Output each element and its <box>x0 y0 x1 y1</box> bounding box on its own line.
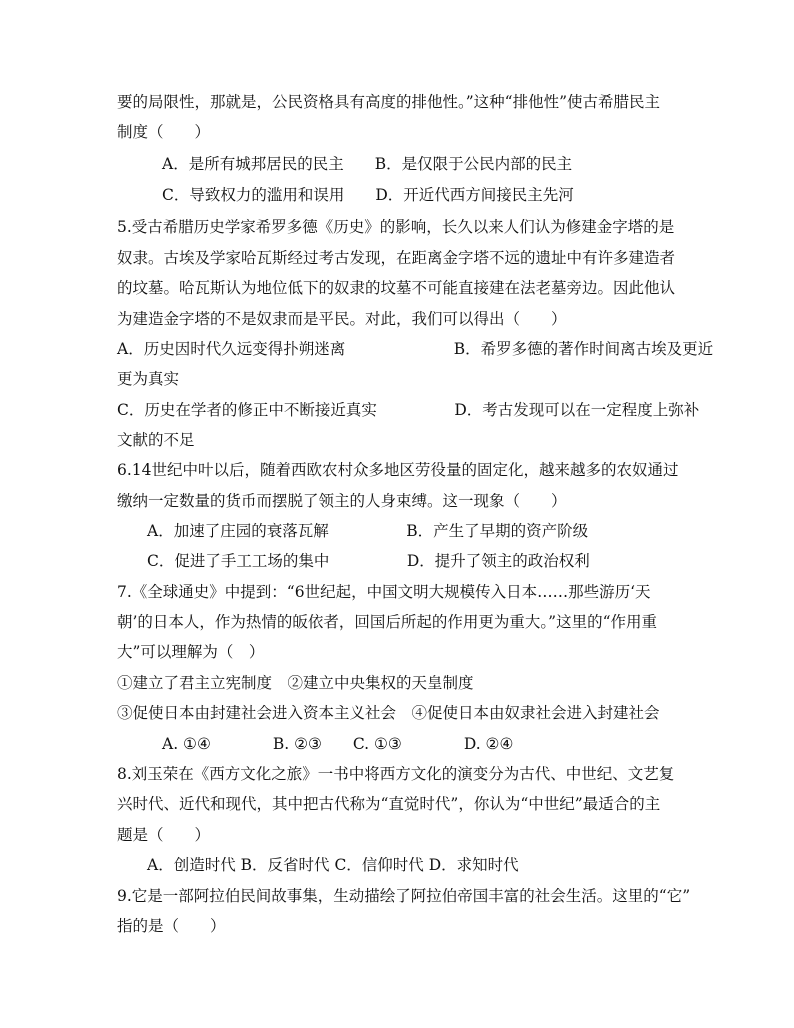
text-line: 指的是（ ） <box>117 917 226 935</box>
option-line: C．导致权力的滥用和误用 D．开近代西方间接民主先河 <box>162 186 574 204</box>
question-7-stem: 7.《全球通史》中提到：“6世纪起，中国文明大规模传入日本……那些游历‘天 <box>117 583 651 601</box>
question-5-stem: 5.受古希腊历史学家希罗多德《历史》的影响，长久以来人们认为修建金字塔的是 <box>117 218 675 236</box>
option-line: C．历史在学者的修正中不断接近真实 D．考古发现可以在一定程度上弥补 <box>117 401 700 419</box>
text-line: 要的局限性，那就是，公民资格具有高度的排他性。”这种“排他性”使古希腊民主 <box>117 93 661 111</box>
question-6-stem: 6.14世纪中叶以后，随着西欧农村众多地区劳役量的固定化，越来越多的农奴通过 <box>117 461 679 479</box>
text-line: 缴纳一定数量的货币而摆脱了领主的人身束缚。这一现象（ ） <box>117 492 567 510</box>
question-9-stem: 9.它是一部阿拉伯民间故事集，生动描绘了阿拉伯帝国丰富的社会生活。这里的“它” <box>117 887 691 905</box>
text-line: 题是（ ） <box>117 826 211 844</box>
text-line: 的坟墓。哈瓦斯认为地位低下的奴隶的坟墓不可能直接建在法老墓旁边。因此他认 <box>117 279 676 297</box>
text-line: 兴时代、近代和现代，其中把古代称为“直觉时代”，你认为“中世纪”最适合的主 <box>117 795 661 813</box>
text-line: ③促使日本由封建社会进入资本主义社会 ④促使日本由奴隶社会进入封建社会 <box>117 704 660 722</box>
option-line: A．历史因时代久远变得扑朔迷离 B．希罗多德的著作时间离古埃及更近 <box>117 340 714 358</box>
text-line: 文献的不足 <box>117 431 195 449</box>
text-line: ①建立了君主立宪制度 ②建立中央集权的天皇制度 <box>117 674 474 692</box>
option-line: A．加速了庄园的衰落瓦解 B．产生了早期的资产阶级 <box>147 522 589 540</box>
option-line: C．促进了手工工场的集中 D．提升了领主的政治权利 <box>147 552 590 570</box>
option-line: A．创造时代 B．反省时代 C．信仰时代 D．求知时代 <box>147 856 519 874</box>
text-line: 制度（ ） <box>117 123 211 141</box>
question-8-stem: 8.刘玉荣在《西方文化之旅》一书中将西方文化的演变分为古代、中世纪、文艺复 <box>117 765 675 783</box>
option-line: A．是所有城邦居民的民主 B．是仅限于公民内部的民主 <box>162 155 573 173</box>
text-line: 朝’的日本人，作为热情的皈依者，回国后所起的作用更为重大。”这里的“作用重 <box>117 613 658 631</box>
text-line: 奴隶。古埃及学家哈瓦斯经过考古发现，在距离金字塔不远的遗址中有许多建造者 <box>117 249 676 267</box>
text-line: 更为真实 <box>117 370 180 388</box>
text-line: 为建造金字塔的不是奴隶而是平民。对此，我们可以得出（ ） <box>117 310 567 328</box>
text-line: 大”可以理解为（ ） <box>117 643 265 661</box>
option-line: A. ①④ B. ②③ C. ①③ D. ②④ <box>162 735 514 753</box>
